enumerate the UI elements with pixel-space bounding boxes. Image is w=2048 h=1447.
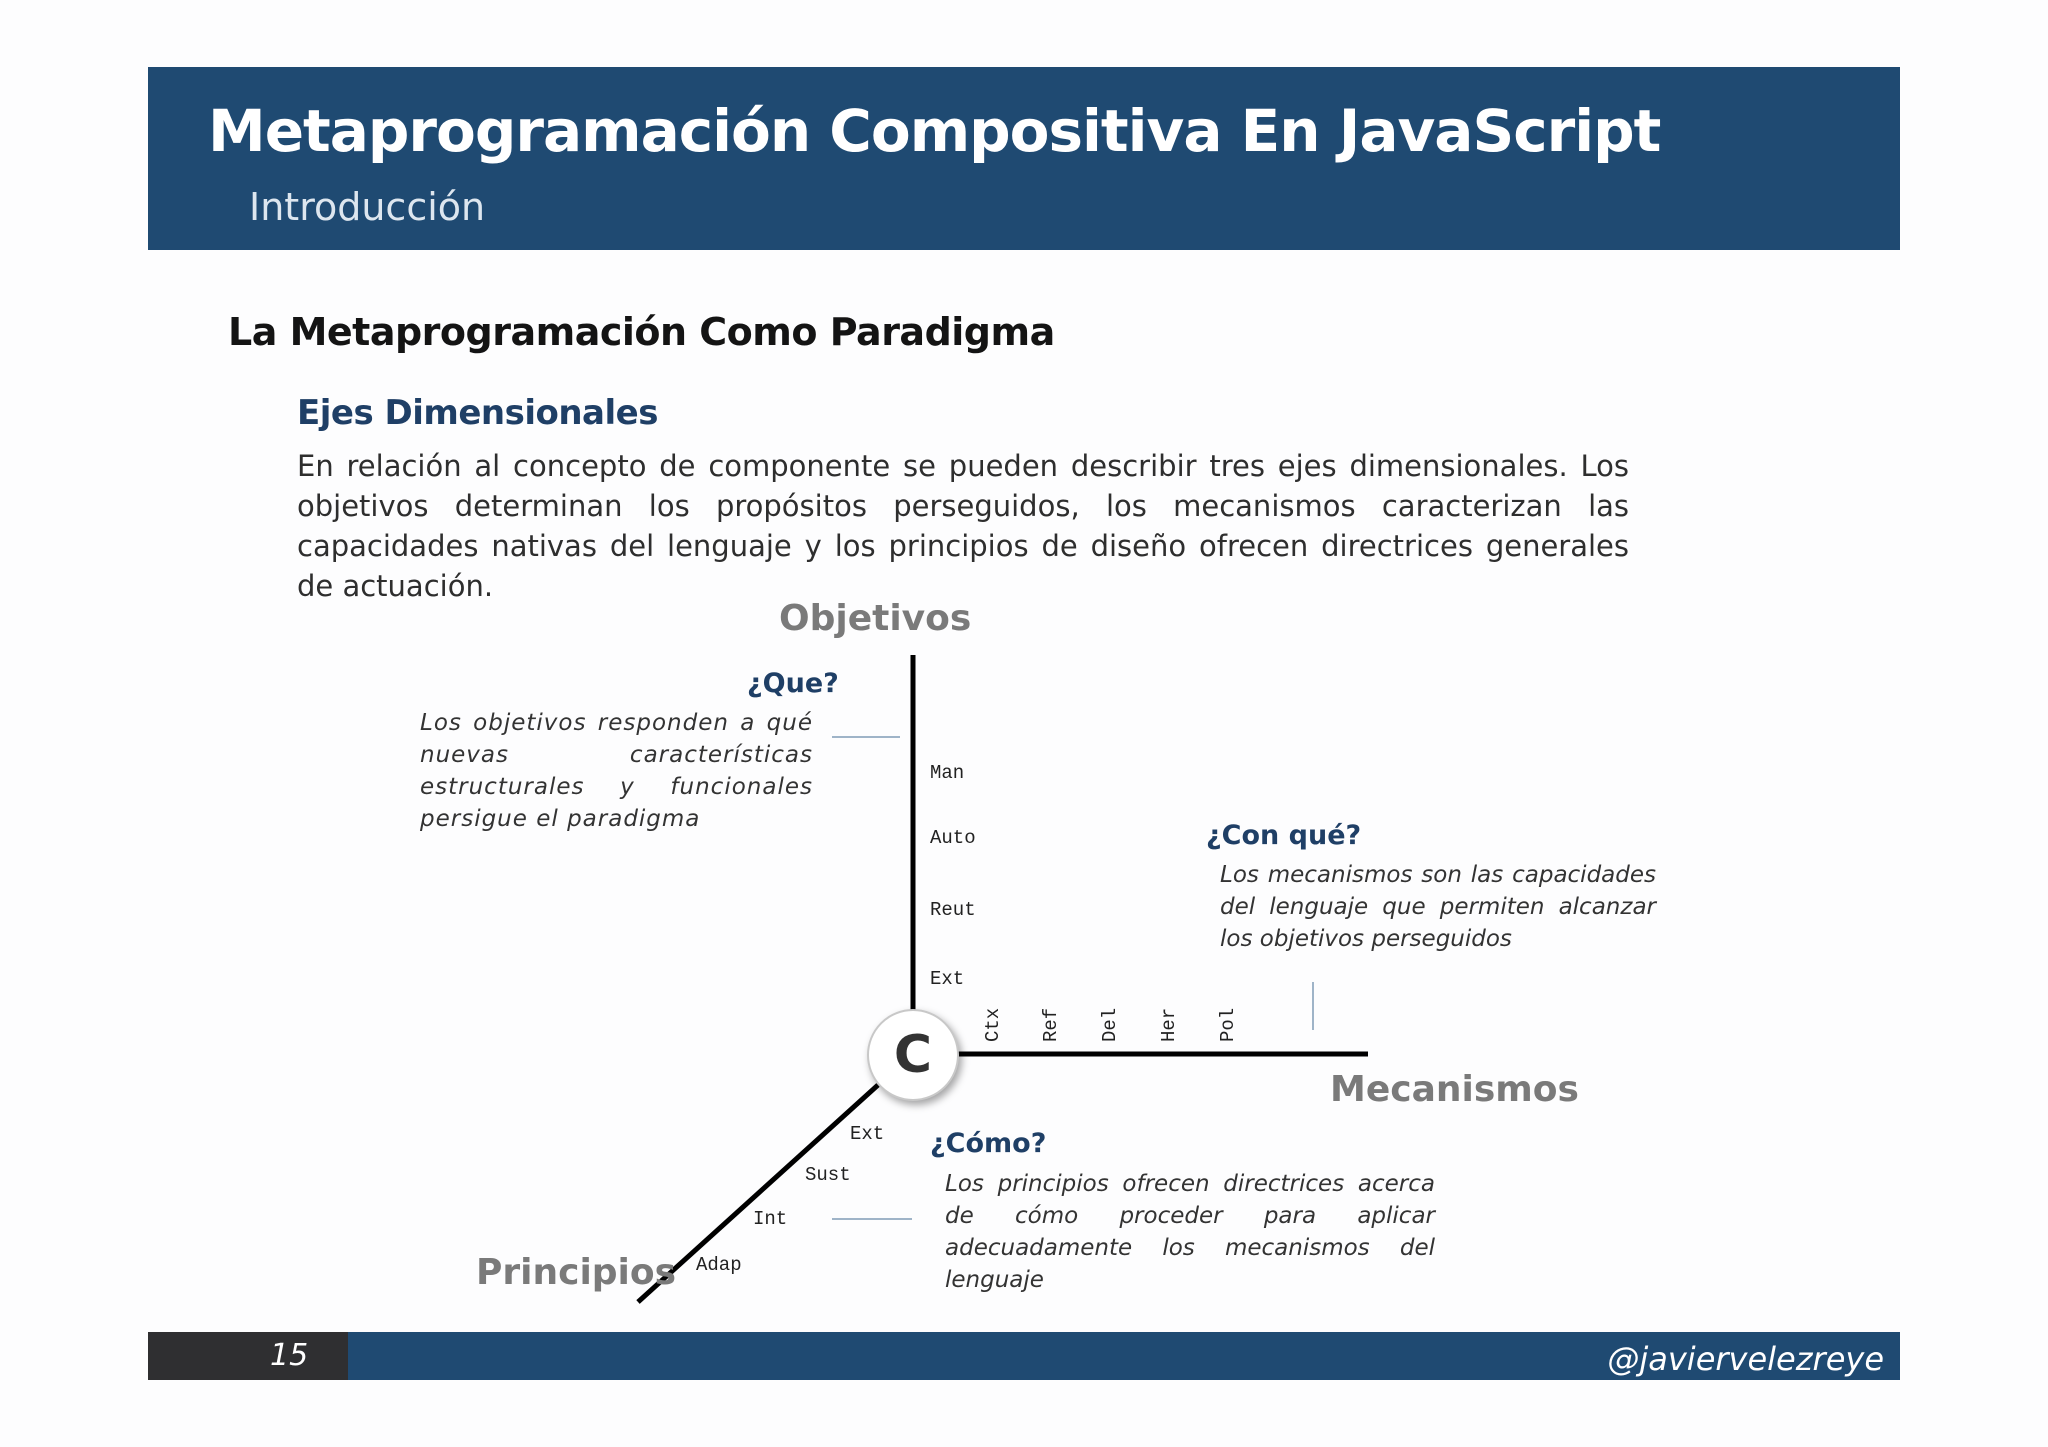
slide-title: Metaprogramación Compositiva En JavaScript [208, 97, 1661, 165]
footer-bar [148, 1332, 1900, 1380]
mecanismos-tick: Ref [1040, 1007, 1062, 1042]
objetivos-tick: Man [930, 762, 965, 784]
mecanismos-axis-name: Mecanismos [1330, 1069, 1579, 1110]
objetivos-tick: Reut [930, 899, 976, 921]
mecanismos-description: Los mecanismos son las capacidades del lenguaje que permiten alcanzar los objetivos perseguidos [1220, 862, 1656, 952]
component-node [867, 1009, 959, 1101]
author-handle: @javiervelezreye [1607, 1340, 1884, 1378]
principios-tick: Sust [805, 1164, 851, 1186]
objetivos-tick: Ext [930, 968, 965, 990]
principios-tick: Adap [696, 1254, 742, 1276]
objetivos-question: ¿Que? [747, 668, 839, 699]
mecanismos-tick: Del [1099, 1007, 1121, 1042]
principios-question: ¿Cómo? [930, 1128, 1047, 1159]
principios-description: Los principios ofrecen directrices acerca de cómo proceder para aplicar adecuadamente los mecanismos del lenguaje [945, 1171, 1435, 1293]
principios-axis-name: Principios [476, 1252, 677, 1293]
objetivos-axis-name: Objetivos [779, 598, 972, 639]
slide-subtitle: Introducción [249, 185, 486, 229]
page-number-box [148, 1332, 348, 1380]
section-title: La Metaprogramación Como Paradigma [228, 310, 1055, 354]
objetivos-tick: Auto [930, 827, 976, 849]
mecanismos-tick: Pol [1217, 1007, 1239, 1042]
objetivos-description: Los objetivos responden a qué nuevas características estructurales y funcionales persigue el paradigma [420, 710, 813, 832]
page-number: 15 [270, 1338, 309, 1373]
principios-tick: Ext [850, 1123, 885, 1145]
principios-tick: Int [753, 1208, 788, 1230]
mecanismos-tick: Her [1158, 1007, 1180, 1042]
intro-paragraph: En relación al concepto de componente se pueden describir tres ejes dimensionales. Los objetivos determinan los propósitos perseguidos, los mecanismos caracterizan las capacidades nativas del lenguaje y los principios de diseño ofrecen directrices generales de actuación. [297, 449, 1629, 603]
mecanismos-question: ¿Con qué? [1206, 820, 1362, 851]
component-node-label: C [893, 1025, 933, 1085]
subsection-title: Ejes Dimensionales [297, 393, 658, 433]
mecanismos-tick: Ctx [982, 1007, 1004, 1042]
